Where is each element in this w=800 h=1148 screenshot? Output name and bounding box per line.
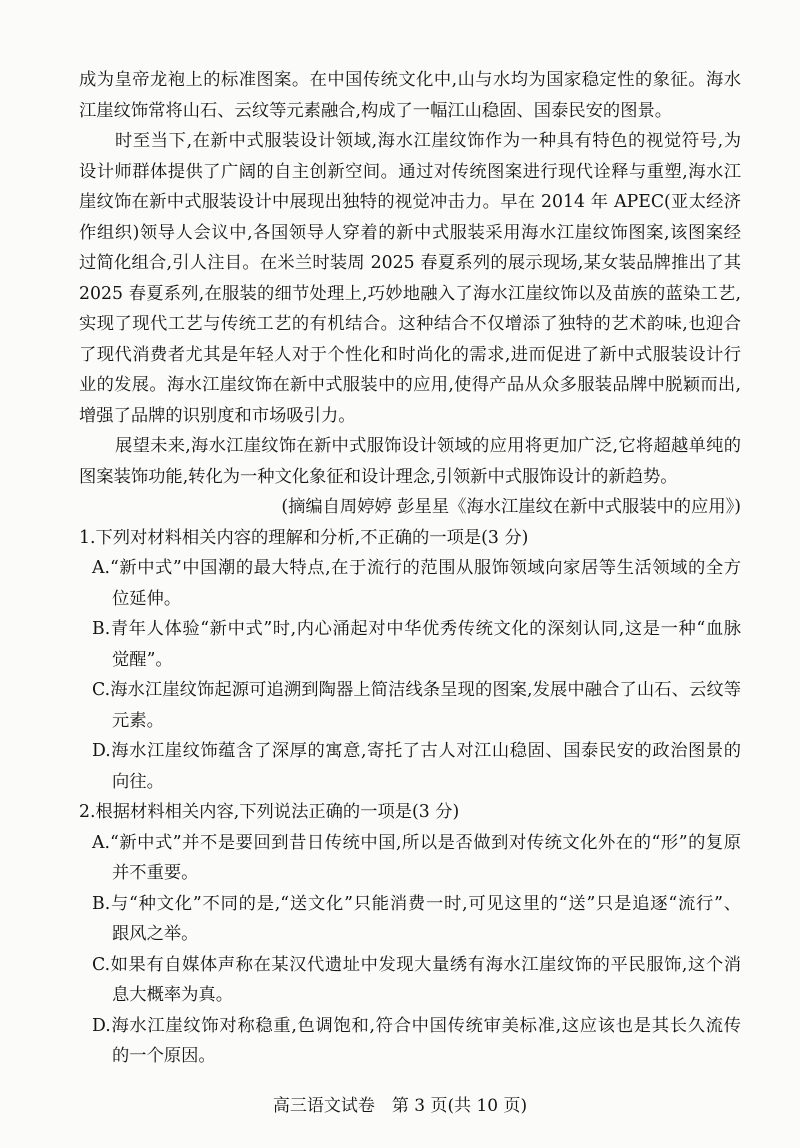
passage-line: 作组织)领导人会议中,各国领导人穿着的新中式服装采用海水江崖纹饰图案,该图案经	[79, 222, 741, 243]
passage-line: 业的发展。海水江崖纹饰在新中式服装中的应用,使得产品从众多服装品牌中脱颖而出,	[79, 375, 741, 395]
option-line: C.如果有自媒体声称在某汉代遗址中发现大量绣有海水江崖纹饰的平民服饰,这个消	[92, 954, 741, 975]
option-line: B.青年人体验“新中式”时,内心涌起对中华优秀传统文化的深刻认同,这是一种“血脉	[92, 619, 741, 639]
question-1	[79, 523, 741, 798]
passage-paragraph-1	[79, 65, 741, 126]
option-line: A.“新中式”中国潮的最大特点,在于流行的范围从服饰领域向家居等生活领域的全方	[92, 558, 741, 578]
option-b	[79, 889, 741, 950]
passage-paragraph-3	[79, 431, 741, 492]
option-d	[79, 1011, 741, 1072]
option-line: 向往。	[112, 771, 164, 792]
option-line: 位延伸。	[112, 588, 182, 609]
passage-paragraph-2	[79, 126, 741, 431]
option-line: D.海水江崖纹饰对称稳重,色调饱和,符合中国传统审美标准,这应该也是其长久流传	[92, 1015, 741, 1036]
passage-line: 设计师群体提供了广阔的自主创新空间。通过对传统图案进行现代诠释与重塑,海水江	[79, 161, 741, 182]
option-c	[79, 675, 741, 736]
option-b	[79, 614, 741, 675]
passage-line: 崖纹饰在新中式服装设计中展现出独特的视觉冲击力。早在 2014 年 APEC(亚太经济	[79, 192, 741, 212]
question-stem: 1.下列对材料相关内容的理解和分析,不正确的一项是(3 分)	[79, 527, 529, 548]
passage-line: 展望未来,海水江崖纹饰在新中式服饰设计领域的应用将更加广泛,它将超越单纯的	[115, 436, 741, 456]
passage-line: 图案装饰功能,转化为一种文化象征和设计理念,引领新中式服饰设计的新趋势。	[79, 466, 678, 487]
passage-line: 了现代消费者尤其是年轻人对于个性化和时尚化的需求,进而促进了新中式服装设计行	[79, 344, 741, 365]
option-line: 并不重要。	[112, 863, 199, 883]
option-line: B.与“种文化”不同的是,“送文化”只能消费一时,可见这里的“送”只是追逐“流行”、	[92, 893, 741, 914]
option-line: 的一个原因。	[112, 1046, 216, 1066]
passage-line: 过简化组合,引人注目。在米兰时装周 2025 春夏系列的展示现场,某女装品牌推出了其	[79, 253, 741, 273]
option-line: 元素。	[112, 710, 164, 731]
passage-line: 增强了品牌的识别度和市场吸引力。	[79, 405, 356, 426]
passage-line: 实现了现代工艺与传统工艺的有机结合。这种结合不仅增添了独特的艺术韵味,也迎合	[79, 314, 741, 334]
option-line: C.海水江崖纹饰起源可追溯到陶器上简洁线条呈现的图案,发展中融合了山石、云纹等	[92, 680, 741, 700]
passage-line: 江崖纹饰常将山石、云纹等元素融合,构成了一幅江山稳固、国泰民安的图景。	[79, 100, 673, 121]
option-c	[79, 950, 741, 1011]
passage-line: 时至当下,在新中式服装设计领域,海水江崖纹饰作为一种具有特色的视觉符号,为	[115, 131, 741, 151]
option-d	[79, 736, 741, 797]
question-2	[79, 797, 741, 1072]
passage-line: 2025 春夏系列,在服装的细节处理上,巧妙地融入了海水江崖纹饰以及苗族的蓝染工艺,	[79, 283, 741, 304]
page-content	[79, 65, 741, 1072]
passage-citation: (摘编自周婷婷 彭星星《海水江崖纹在新中式服装中的应用》)	[281, 497, 741, 517]
option-line: 觉醒”。	[112, 649, 173, 670]
option-line: 息大概率为真。	[112, 985, 233, 1005]
question-stem: 2.根据材料相关内容,下列说法正确的一项是(3 分)	[79, 802, 460, 822]
option-line: D.海水江崖纹饰蕴含了深厚的寓意,寄托了古人对江山稳固、国泰民安的政治图景的	[92, 741, 741, 761]
passage-line: 成为皇帝龙袍上的标准图案。在中国传统文化中,山与水均为国家稳定性的象征。海水	[79, 70, 741, 90]
option-line: A.“新中式”并不是要回到昔日传统中国,所以是否做到对传统文化外在的“形”的复原	[92, 832, 741, 853]
option-a	[79, 553, 741, 614]
page-footer: 高三语文试卷 第 3 页(共 10 页)	[272, 1096, 528, 1116]
option-line: 跟风之举。	[112, 924, 199, 944]
option-a	[79, 828, 741, 889]
